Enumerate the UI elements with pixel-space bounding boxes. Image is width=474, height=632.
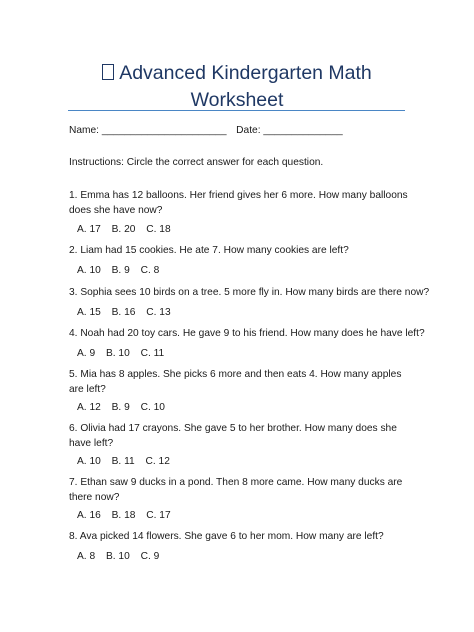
name-date-row <box>69 123 343 138</box>
title-text-1: Advanced Kindergarten Math <box>119 62 372 84</box>
option-a[interactable]: A. 12 <box>77 402 101 413</box>
glyph-placeholder-icon <box>102 64 114 80</box>
option-a[interactable]: A. 8 <box>77 551 96 562</box>
question-5-options <box>77 400 173 415</box>
question-6-options <box>77 454 178 469</box>
instructions: Instructions: Circle the correct answer for each question. <box>69 157 324 168</box>
option-b[interactable]: B. 11 <box>111 456 135 467</box>
question-2-text: 2. Liam had 15 cookies. He ate 7. How many cookies are left? <box>69 245 349 256</box>
option-a[interactable]: A. 10 <box>77 265 101 276</box>
title-line-1 <box>60 60 414 87</box>
option-c[interactable]: C. 13 <box>146 307 171 318</box>
option-b[interactable]: B. 18 <box>111 510 136 521</box>
question-5-text: 5. Mia has 8 apples. She picks 6 more and then eats 4. How many apples are left? <box>69 369 402 395</box>
question-1-text: 1. Emma has 12 balloons. Her friend gives her 6 more. How many balloons does she have now? <box>69 190 408 216</box>
option-c[interactable]: C. 10 <box>140 402 165 413</box>
option-c[interactable]: C. 8 <box>140 265 160 276</box>
option-c[interactable]: C. 17 <box>146 510 171 521</box>
question-1-options <box>77 222 179 237</box>
question-7-text: 7. Ethan saw 9 ducks in a pond. Then 8 more came. How many ducks are there now? <box>69 477 403 503</box>
question-3-options <box>77 305 179 320</box>
page-title <box>60 60 414 114</box>
option-a[interactable]: A. 10 <box>77 456 101 467</box>
question-4-options <box>77 346 172 361</box>
title-line-2: Worksheet <box>190 89 284 111</box>
option-b[interactable]: B. 10 <box>105 348 130 359</box>
option-c[interactable]: C. 18 <box>146 224 171 235</box>
option-a[interactable]: A. 9 <box>77 348 96 359</box>
date-field-label: Date: ______________ <box>236 125 343 136</box>
option-b[interactable]: B. 9 <box>111 402 130 413</box>
option-b[interactable]: B. 20 <box>111 224 136 235</box>
title-divider <box>68 110 405 111</box>
option-a[interactable]: A. 16 <box>77 510 101 521</box>
question-7-options <box>77 508 179 523</box>
question-8-text: 8. Ava picked 14 flowers. She gave 6 to her mom. How many are left? <box>69 531 384 542</box>
name-field-label: Name: ______________________ <box>69 125 227 136</box>
question-2-options <box>77 263 167 278</box>
option-c[interactable]: C. 12 <box>145 456 170 467</box>
question-4-text: 4. Noah had 20 toy cars. He gave 9 to his friend. How many does he have left? <box>69 328 425 339</box>
question-8-options <box>77 549 167 564</box>
question-6-text: 6. Olivia had 17 crayons. She gave 5 to her brother. How many does she have left? <box>69 423 397 449</box>
option-a[interactable]: A. 17 <box>77 224 101 235</box>
option-b[interactable]: B. 9 <box>111 265 130 276</box>
option-b[interactable]: B. 16 <box>111 307 136 318</box>
question-3-text: 3. Sophia sees 10 birds on a tree. 5 more fly in. How many birds are there now? <box>69 287 430 298</box>
option-a[interactable]: A. 15 <box>77 307 101 318</box>
option-b[interactable]: B. 10 <box>105 551 130 562</box>
option-c[interactable]: C. 11 <box>140 348 165 359</box>
option-c[interactable]: C. 9 <box>140 551 160 562</box>
